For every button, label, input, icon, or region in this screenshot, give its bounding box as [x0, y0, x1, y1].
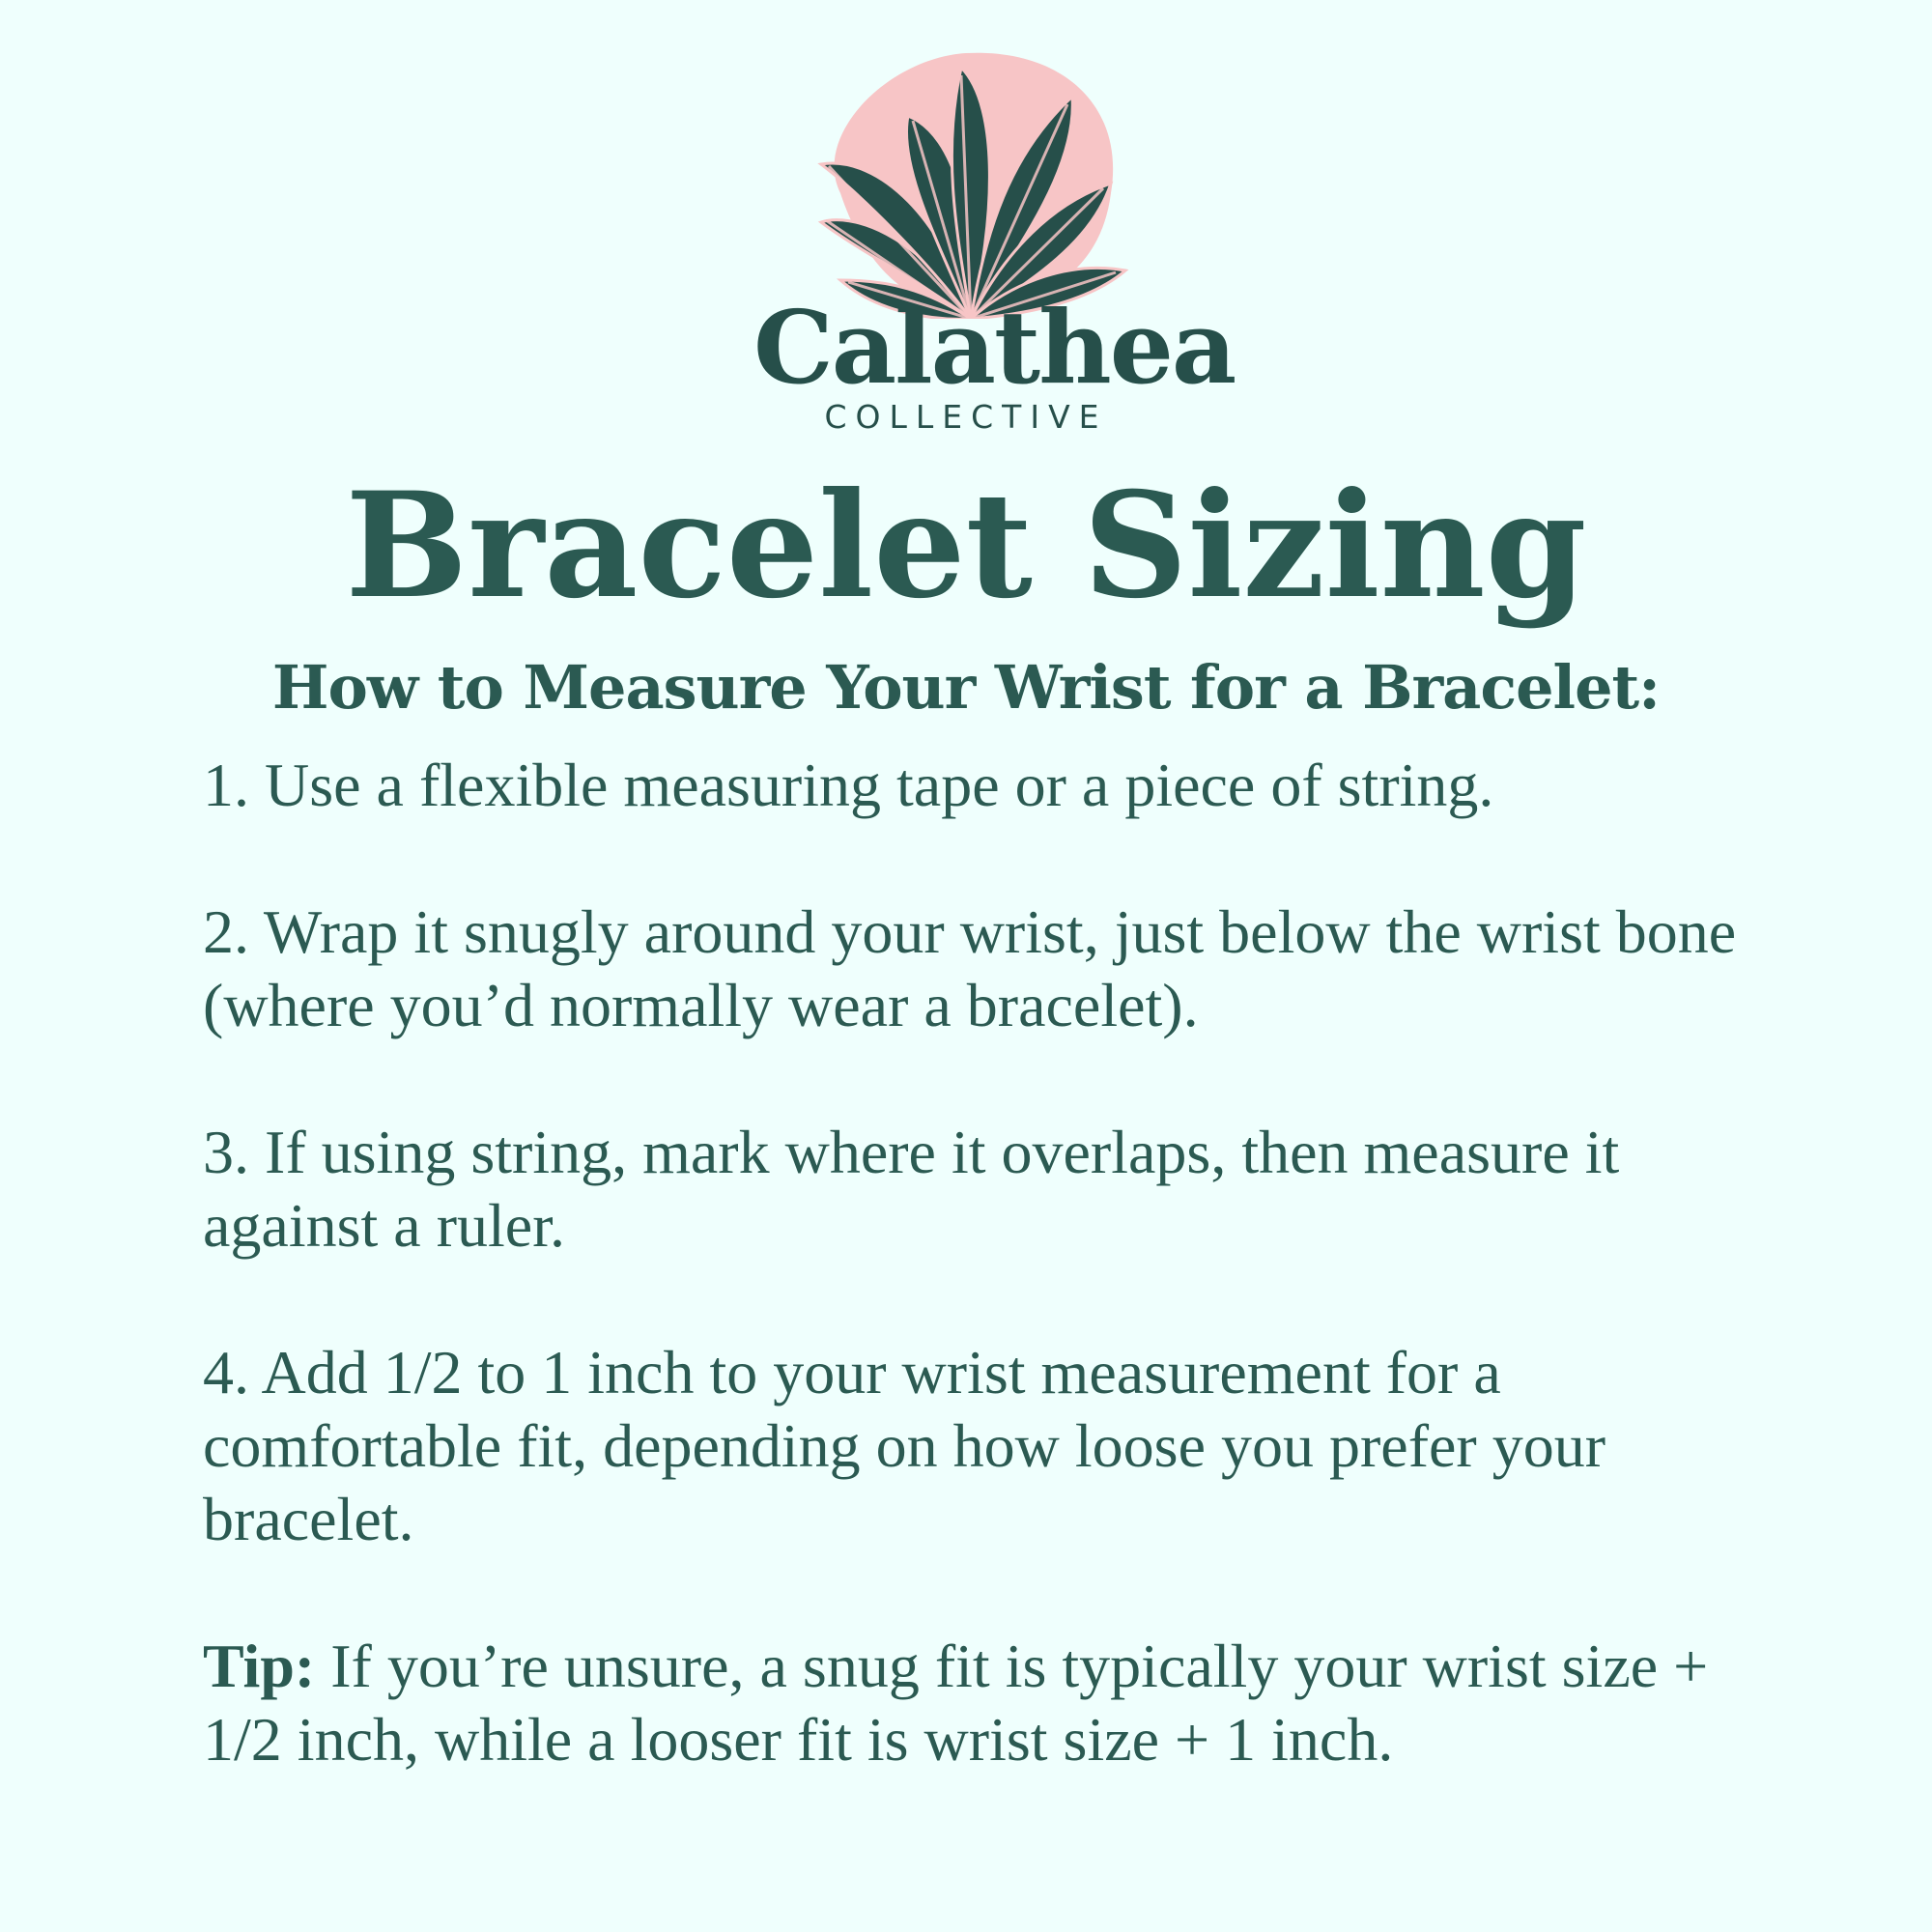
brand-logo [753, 48, 1236, 436]
page-title: Bracelet Sizing [345, 461, 1587, 631]
page-subtitle: How to Measure Your Wrist for a Bracelet: [271, 652, 1661, 723]
step-3: 3. If using string, mark where it overlaps, then measure it against a ruler. [203, 1118, 1620, 1260]
tip-text: If you’re unsure, a snug fit is typically your wrist size + 1/2 inch, while a looser fit is wrist size + 1 inch. [203, 1632, 1709, 1774]
tip [203, 1630, 1748, 1776]
step-1: 1. Use a flexible measuring tape or a piece of string. [203, 751, 1494, 819]
step-4: 4. Add 1/2 to 1 inch to your wrist measurement for a comfortable fit, depending on how loose you prefer your bracelet. [203, 1338, 1606, 1553]
brand-name: Calathea [753, 288, 1236, 407]
tip-label: Tip: [203, 1632, 316, 1700]
step-2: 2. Wrap it snugly around your wrist, just below the wrist bone (where you’d normally wear a bracelet). [203, 897, 1737, 1039]
brand-subtitle: COLLECTIVE [824, 398, 1108, 436]
calathea-leaf-icon [753, 48, 1179, 319]
instructions-list [203, 749, 1748, 1850]
